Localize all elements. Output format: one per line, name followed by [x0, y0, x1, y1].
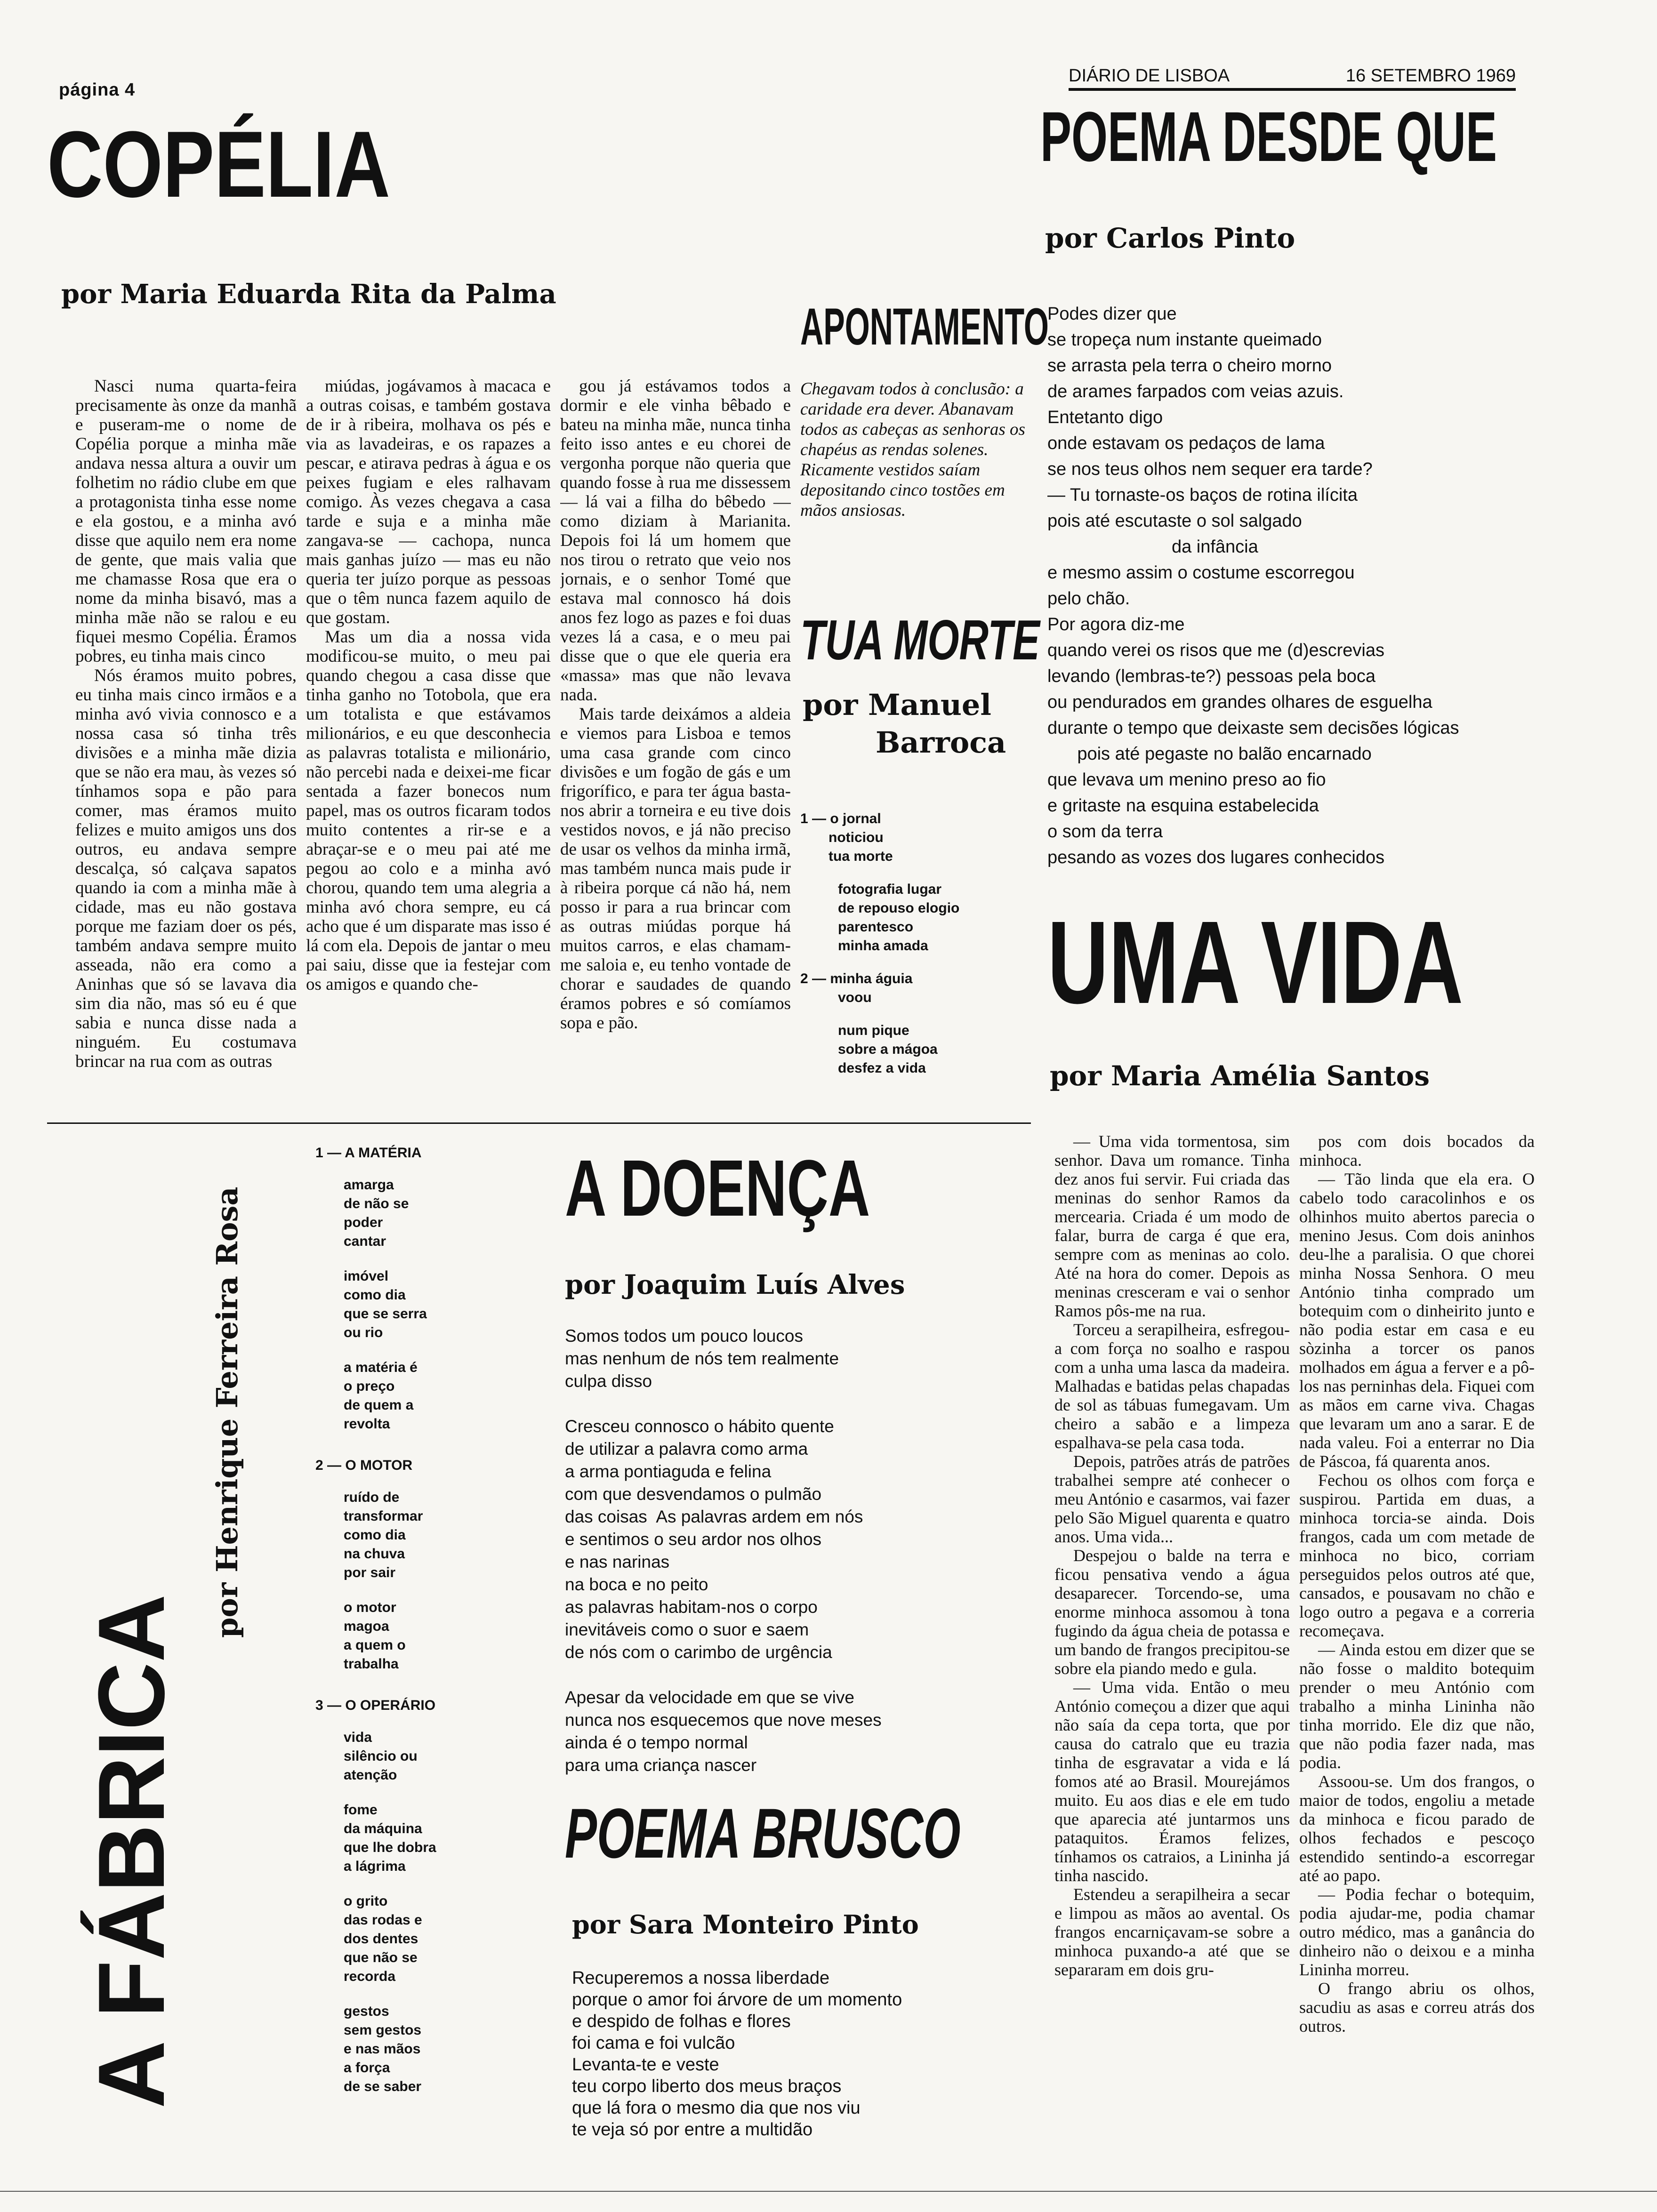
poem-line: Apesar da velocidade em que se vive	[565, 1688, 854, 1707]
poem-line: recorda	[344, 1969, 396, 1984]
poem-line: porque o amor foi árvore de um momento	[572, 1990, 902, 2010]
poem-line: sem gestos	[344, 2022, 422, 2038]
a-fabrica-section-heading: 1 — A MATÉRIA	[315, 1145, 422, 1161]
uma-vida-title: UMA VIDA	[1047, 897, 1464, 1028]
poem-line: de se saber	[344, 2079, 422, 2094]
poem-line: de utilizar a palavra como arma	[565, 1439, 808, 1459]
poem-line: e mesmo assim o costume escorregou	[1047, 563, 1355, 583]
section-divider	[47, 1122, 1031, 1124]
poem-line: com que desvendamos o pulmão	[565, 1484, 822, 1504]
poem-line: trabalha	[344, 1656, 399, 1672]
bottom-rule	[0, 2191, 1657, 2192]
poem-line: que levava um menino preso ao fio	[1047, 770, 1326, 790]
poem-line: da infância	[1047, 537, 1258, 557]
poem-line: imóvel	[344, 1268, 389, 1284]
poem-line: que se serra	[344, 1306, 427, 1322]
poem-line: para uma criança nascer	[565, 1755, 757, 1775]
uma-vida-paragraph: Torceu a serapilheira, esfregou-a com força no soalho e raspou com a unha uma lasca da madeira. Malhadas e batidas pelas chapadas de sol as tábuas fumegavam. Um cheiro a sabão e a limpeza espalhava-se pela casa toda.	[1054, 1320, 1290, 1452]
a-fabrica-section-heading: 2 — O MOTOR	[315, 1458, 413, 1473]
poem-line: ou rio	[344, 1325, 383, 1340]
poema-brusco-title: POEMA BRUSCO	[565, 1794, 961, 1873]
a-fabrica-stanza	[315, 1598, 513, 1674]
a-fabrica-stanza	[315, 1176, 513, 1251]
issue-date: 16 SETEMBRO 1969	[1345, 66, 1516, 86]
poem-line: vida	[344, 1730, 372, 1745]
uma-vida-paragraph: — Uma vida tormentosa, sim senhor. Dava um romance. Tinha dez anos fui servir. Fui criada das meninas do senhor Ramos da mercearia. Criada é um modo de falar, burra de carga é que era, sempre com as meninas ao colo. Até na hora do comer. Depois as meninas cresceram e vai o senhor Ramos pôs-me na rua.	[1054, 1132, 1290, 1320]
uma-vida-paragraph: — Uma vida. Então o meu António começou a dizer que aqui não saía da cepa torta, que por causa do catralo que eu trazia tinha de esgravatar a vida e lá fomos até ao Brasil. Mourejámos muito. Eu aos dias e ele em tudo que aparecia até juntarmos uns pataquitos. Éramos felizes, tínhamos os catraios, a Lininha já tinha nascido.	[1054, 1678, 1290, 1885]
uma-vida-column-1	[1054, 1132, 1290, 2167]
poem-line: num pique	[838, 1023, 909, 1038]
poem-line: teu corpo liberto dos meus braços	[572, 2076, 842, 2096]
poem-line: Podes dizer que	[1047, 304, 1177, 324]
poem-line: e despido de folhas e flores	[572, 2012, 791, 2031]
poem-line: noticiou	[828, 830, 884, 845]
poem-line: voou	[838, 990, 872, 1005]
poem-line: Recuperemos a nossa liberdade	[572, 1968, 830, 1988]
copelia-paragraph: miúdas, jogávamos à macaca e a outras coisas, e também gostava de ir à ribeira, molhava os pés e via as lavadeiras, e os rapazes a pescar, e atirava pedras à água e os peixes fugiam e eles ralhavam comigo. Às vezes chegava a casa tarde e suja e a minha mãe zangava-se — cachopa, nunca mais ganhas juízo — mas eu não queria ter juízo porque as pessoas que o têm nunca fazem aquilo de que gostam.	[306, 377, 551, 627]
poem-line: que não se	[344, 1950, 418, 1965]
poem-line: que lá fora o mesmo dia que nos viu	[572, 2098, 861, 2118]
poem-line: as palavras habitam-nos o corpo	[565, 1597, 818, 1617]
poem-line: durante o tempo que deixaste sem decisões lógicas	[1047, 718, 1459, 738]
poem-line: a lágrima	[344, 1859, 406, 1874]
poem-line: Levanta-te e veste	[572, 2055, 719, 2075]
poem-line: mas nenhum de nós tem realmente	[565, 1349, 839, 1368]
copelia-paragraph: gou já estávamos todos a dormir e ele vinha bêbado e bateu na minha mãe, nunca tinha feito isso antes e eu chorei de vergonha porque não queria que quando fosse à rua me dissessem — lá vai a filha do bêbedo — como diziam à Marianita. Depois foi lá um homem que nos tirou o retrato que veio nos jornais, e o senhor Tomé que estava mal connosco há dois anos fez logo as pazes e foi duas vezes lá a casa, e o meu pai disse que o que ele queria era «massa» mas que não levava nada.	[560, 377, 791, 705]
uma-vida-paragraph: — Podia fechar o botequim, podia ajudar-me, podia chamar outro médico, mas a ganância do dinheiro não o deixou e a minha Lininha morreu.	[1299, 1885, 1535, 1979]
poem-line: Cresceu connosco o hábito quente	[565, 1417, 834, 1436]
stanza-gap	[800, 1007, 1036, 1021]
copelia-column-1	[75, 377, 297, 1106]
poema-brusco-poem	[572, 1967, 1043, 2140]
uma-vida-paragraph: Despejou o balde na terra e ficou pensativa vendo a água desaparecer. Torcendo-se, uma enorme minhoca assomou à tona fugindo da água cheia de potassa e um bando de frangos precipitou-se sobre ela piando medo e gula.	[1054, 1546, 1290, 1678]
poem-line: inevitáveis como o suor e saem	[565, 1620, 809, 1639]
poem-line: silêncio ou	[344, 1748, 418, 1764]
uma-vida-paragraph: Assoou-se. Um dos frangos, o maior de todos, engoliu a metade da minhoca e ficou parado de olhos fechados e pescoço estendido sentindo-a escorregar até ao papo.	[1299, 1772, 1535, 1885]
poem-line: a força	[344, 2060, 390, 2076]
uma-vida-paragraph: Fechou os olhos com força e suspirou. Partida em duas, a minhoca torcia-se ainda. Dois frangos, cada um com metade de minhoca no bico, corriam perseguidos pelos outros até que, cansados, e pousavam no chão e logo outro a pegava e a correria recomeçava.	[1299, 1471, 1535, 1640]
tua-morte-byline-2: Barroca	[876, 725, 1006, 760]
poem-line: que lhe dobra	[344, 1840, 436, 1855]
a-doenca-title: A DOENÇA	[565, 1144, 870, 1233]
poem-line: tua morte	[828, 849, 893, 864]
poem-line: e nas narinas	[565, 1552, 670, 1571]
poem-line: poder	[344, 1215, 383, 1230]
poem-line: na boca e no peito	[565, 1575, 708, 1594]
poem-line: e gritaste na esquina estabelecida	[1047, 796, 1319, 816]
poem-line: da máquina	[344, 1821, 422, 1836]
poem-line: cantar	[344, 1234, 386, 1249]
poem-line: como dia	[344, 1287, 406, 1303]
poem-line: te veja só por entre a multidão	[572, 2120, 813, 2140]
poem-line: desfez a vida	[838, 1060, 926, 1076]
poema-brusco-byline: por Sara Monteiro Pinto	[572, 1909, 919, 1940]
poem-line: ainda é o tempo normal	[565, 1733, 748, 1752]
stanza-gap	[800, 866, 1036, 880]
poem-line: Somos todos um pouco loucos	[565, 1326, 803, 1346]
a-fabrica-stanza	[315, 1728, 513, 1785]
uma-vida-paragraph: Estendeu a serapilheira a secar e limpou as mãos ao avental. Os frangos encarniçavam-se sobre a minhoca puxando-a até que se separaram em dois gru-	[1054, 1885, 1290, 1979]
poem-line: e sentimos o seu ardor nos olhos	[565, 1530, 822, 1549]
poem-line: nunca nos esquecemos que nove meses	[565, 1710, 882, 1730]
poem-line: das rodas e	[344, 1912, 422, 1928]
poem-line: a arma pontiaguda e felina	[565, 1462, 772, 1481]
poem-line: na chuva	[344, 1546, 405, 1562]
poem-line: transformar	[344, 1508, 423, 1524]
poem-line: como dia	[344, 1527, 406, 1543]
poem-line: a quem o	[344, 1637, 406, 1653]
copelia-paragraph: Mais tarde deixámos a aldeia e viemos para Lisboa e temos uma casa grande com cinco divisões e um fogão de gás e um frigorífico, e para ter água basta-nos abrir a torneira e eu tive dois vestidos novos, e já não preciso de usar os velhos da minha irmã, mas também nunca mais pude ir à ribeira porque cá não há, nem posso ir para a rua brincar com as outras miúdas porque há muitos carros, e elas chamam-me saloia e, eu tenho vontade de chorar e saudades de quando éramos pobres e só comíamos sopa e pão.	[560, 705, 791, 1033]
stanza-gap	[800, 955, 1036, 970]
copelia-paragraph: Mas um dia a nossa vida modificou-se muito, o meu pai quando chegou a casa disse que tinha ganho no Totobola, que era um totalista e que estávamos milionários, e eu que desconhecia as palavras totalista e milionário, não percebi nada e deixei-me ficar sentada a fazer bonecos num papel, mas os outros ficaram todos muito contentes a rir-se e a abraçar-se e o meu pai até me pegou ao colo e a minha avó chorou, quando tem uma alegria a minha avó chora sempre, eu cá acho que é um disparate mas isso é lá com ela. Depois de jantar o meu pai saiu, disse que ia festejar com os amigos e quando che-	[306, 627, 551, 994]
poema-desde-que-poem	[1047, 301, 1565, 871]
poem-line: quando verei os risos que me (d)escrevias	[1047, 641, 1385, 660]
poem-line: de quem a	[344, 1397, 414, 1413]
a-fabrica-byline: por Henrique Ferreira Rosa	[210, 1186, 244, 1638]
poem-line: pois até escutaste o sol salgado	[1047, 511, 1302, 531]
tua-morte-byline-1: por Manuel	[803, 688, 991, 722]
poema-desde-que-byline: por Carlos Pinto	[1045, 222, 1295, 254]
poem-line: se arrasta pela terra o cheiro morno	[1047, 356, 1332, 376]
a-doenca-poem	[565, 1325, 1045, 1777]
poem-line: amarga	[344, 1177, 394, 1193]
poem-line: foi cama e foi vulcão	[572, 2033, 735, 2053]
uma-vida-paragraph: — Tão linda que ela era. O cabelo todo caracolinhos e os olhinhos muito abertos parecia o menino Jesus. Com dois aninhos deu-lhe a paralisia. O que chorei minha Nossa Senhora. O meu António tinha comprado um botequim com o dinheirito junto e não podia estar em casa e eu sòzinha a torcer os panos molhados em água a ferver e a pô-los nas perninhas dela. Fiquei com as mãos em carne viva. Chagas que levaram um ano a sarar. E de nada valeu. Foi a enterrar no Dia de Páscoa, fá quarenta anos.	[1299, 1170, 1535, 1471]
poem-line: magoa	[344, 1619, 389, 1634]
poem-line: ou pendurados em grandes olhares de esguelha	[1047, 692, 1432, 712]
poem-line: Entetanto digo	[1047, 408, 1163, 427]
a-fabrica-stanza	[315, 1267, 513, 1342]
a-fabrica-poem	[315, 1144, 513, 2112]
poem-line: pelo chão.	[1047, 589, 1130, 609]
poem-line: levando (lembras-te?) pessoas pela boca	[1047, 666, 1376, 686]
poem-line: das coisas As palavras ardem em nós	[565, 1507, 863, 1526]
poem-line: o grito	[344, 1893, 388, 1909]
a-doenca-byline: por Joaquim Luís Alves	[565, 1269, 905, 1300]
poem-line: de repouso elogio	[838, 900, 960, 916]
poem-line: fotografia lugar	[838, 882, 942, 897]
uma-vida-paragraph: O frango abriu os olhos, sacudiu as asas e correu atrás dos outros.	[1299, 1979, 1535, 2036]
poem-line: se tropeça num instante queimado	[1047, 330, 1322, 350]
poem-line: parentesco	[838, 919, 914, 935]
poem-line: se nos teus olhos nem sequer era tarde?	[1047, 459, 1373, 479]
poem-line: de arames farpados com veias azuis.	[1047, 382, 1344, 401]
tua-morte-title: TUA MORTE	[800, 609, 1040, 672]
poem-line: a matéria é	[344, 1360, 418, 1375]
apontamento-title: APONTAMENTO	[800, 298, 1049, 356]
page-label: página 4	[59, 80, 136, 100]
poem-line: dos dentes	[344, 1931, 418, 1947]
poem-line: e nas mãos	[344, 2041, 421, 2057]
copelia-column-3	[560, 377, 791, 1106]
a-fabrica-stanza	[315, 1892, 513, 1986]
poem-line: 2 — minha águia	[800, 971, 913, 986]
a-fabrica-section-heading: 3 — O OPERÁRIO	[315, 1698, 436, 1713]
uma-vida-column-2	[1299, 1132, 1535, 2167]
poem-line: ruído de	[344, 1490, 400, 1505]
copelia-paragraph: Nasci numa quarta-feira precisamente às onze da manhã e puseram-me o nome de Copélia porque a minha mãe andava nessa altura a ouvir um folhetim no rádio clube em que a protagonista tinha esse nome e ela gostou, e a minha avó disse que aquilo nem era nome de gente, que mais valia que me chamasse Rosa que era o nome da minha bisavó, mas a minha mãe não se ralou e eu fiquei mesmo Copélia. Éramos pobres, eu tinha mais cinco	[75, 377, 297, 666]
copelia-byline: por Maria Eduarda Rita da Palma	[61, 279, 556, 310]
tua-morte-poem	[800, 809, 1036, 1078]
masthead	[1069, 66, 1516, 91]
poem-line: minha amada	[838, 938, 928, 954]
poem-line: pois até pegaste no balão encarnado	[1047, 744, 1372, 764]
poem-line: o motor	[344, 1600, 396, 1615]
a-fabrica-stanza	[315, 1801, 513, 1876]
uma-vida-paragraph: Depois, patrões atrás de patrões trabalhei sempre até conhecer o meu António e casarmos, vai fazer pelo São Miguel quarenta e quatro anos. Uma vida...	[1054, 1452, 1290, 1546]
a-fabrica-title: A FÁBRICA	[79, 1594, 184, 2108]
poem-line: o preço	[344, 1378, 395, 1394]
poem-line: de não se	[344, 1196, 409, 1211]
copelia-paragraph: Nós éramos muito pobres, eu tinha mais cinco irmãos e a minha avó vivia connosco e a nossa casa só tinha três divisões e a minha mãe dizia que se não era mau, às vezes só tínhamos sopa e pão para comer, mas éramos muito felizes e muito amigos uns dos outros, eu andava sempre descalça, só calçava sapatos quando ia com a minha mãe à cidade, mas eu não gostava porque me faziam doer os pés, também andava sempre muito asseada, não era como a Aninhas que só se lavava dia sim dia não, mas só eu é que sabia e nunca disse nada a ninguém. Eu costumava brincar na rua com as outras	[75, 666, 297, 1071]
poem-line: gestos	[344, 2004, 389, 2019]
copelia-column-2	[306, 377, 551, 1106]
a-fabrica-stanza	[315, 2002, 513, 2096]
poem-line: revolta	[344, 1416, 390, 1432]
poem-line	[565, 1393, 1045, 1415]
poem-line: fome	[344, 1802, 378, 1818]
a-fabrica-stanza	[315, 1358, 513, 1434]
poem-line: o som da terra	[1047, 822, 1163, 842]
poem-line: atenção	[344, 1767, 397, 1783]
poem-line: sobre a mágoa	[838, 1042, 938, 1057]
poema-desde-que-title: POEMA DESDE QUE	[1040, 97, 1497, 176]
poem-line: 1 — o jornal	[800, 811, 881, 826]
copelia-title: COPÉLIA	[47, 112, 390, 217]
apontamento-text: Chegavam todos à conclusão: a caridade era dever. Abanavam todos as cabeças as senhoras os chapéus as rendas solenes. Ricamente vestidos saíam depositando cinco tostões em mãos ansiosas.	[800, 379, 1025, 520]
poem-line: por sair	[344, 1565, 396, 1580]
newspaper-name: DIÁRIO DE LISBOA	[1069, 66, 1230, 86]
uma-vida-byline: por Maria Amélia Santos	[1050, 1060, 1430, 1092]
poem-line	[565, 1664, 1045, 1686]
poem-line: de nós com o carimbo de urgência	[565, 1643, 832, 1662]
poem-line: Por agora diz-me	[1047, 615, 1185, 634]
poem-line: onde estavam os pedaços de lama	[1047, 433, 1325, 453]
uma-vida-paragraph: — Ainda estou em dizer que se não fosse o maldito botequim prender o meu António com trabalho a minha Lininha não tinha morrido. Ele diz que não, que não podia fazer nada, mas podia.	[1299, 1640, 1535, 1772]
poem-line: culpa disso	[565, 1371, 652, 1391]
poem-line: pesando as vozes dos lugares conhecidos	[1047, 848, 1385, 867]
uma-vida-paragraph: pos com dois bocados da minhoca.	[1299, 1132, 1535, 1170]
a-fabrica-stanza	[315, 1488, 513, 1582]
poem-line: — Tu tornaste-os baços de rotina ilícita	[1047, 485, 1358, 505]
